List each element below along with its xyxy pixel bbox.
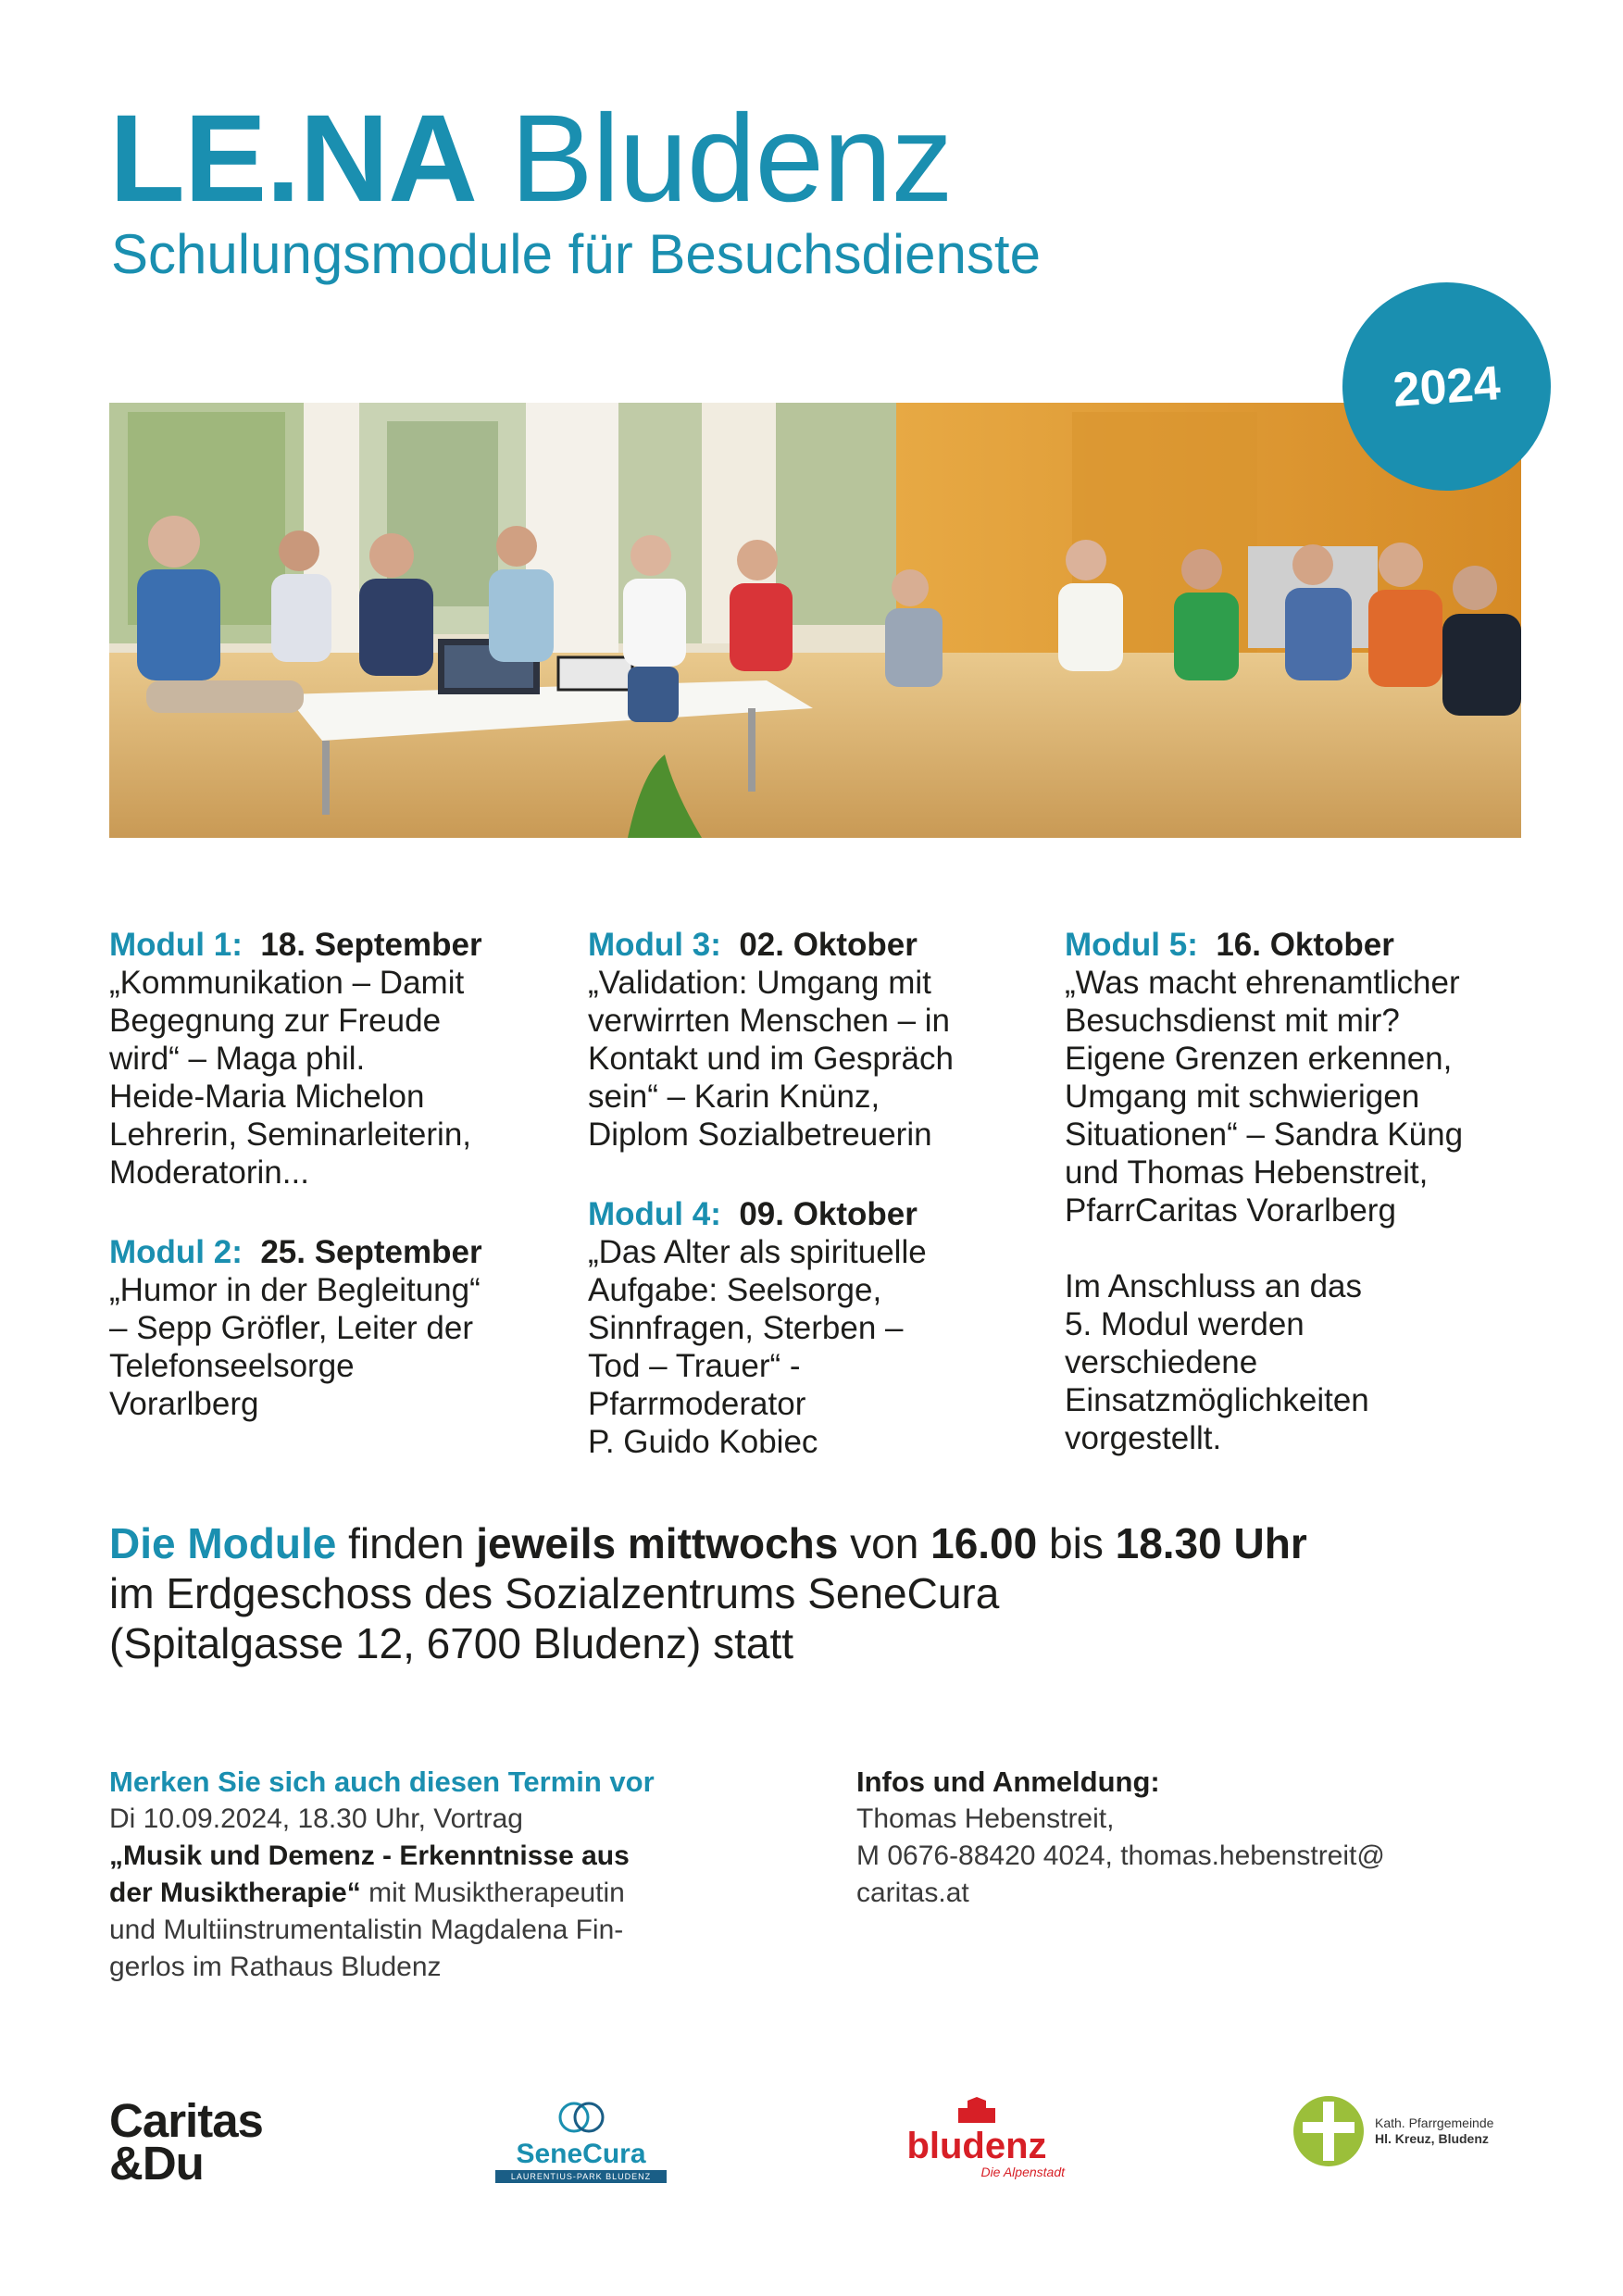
info-day: jeweils mittwochs xyxy=(476,1519,839,1567)
caritas-logo xyxy=(109,2094,263,2190)
contact-heading: Infos und Anmeldung: xyxy=(856,1766,1160,1798)
module-5-label: Modul 5: xyxy=(1065,927,1198,963)
module-3-label: Modul 3: xyxy=(588,927,721,963)
event-title-cont: der Musiktherapie“ xyxy=(109,1878,361,1908)
anschluss-line: vorgestellt. xyxy=(1065,1420,1222,1456)
module-5-line: Situationen“ – Sandra Küng xyxy=(1065,1117,1464,1153)
event-location: gerlos im Rathaus Bludenz xyxy=(109,1952,442,1982)
module-3-date: 02. Oktober xyxy=(739,927,918,963)
modules-column-3 xyxy=(1065,926,1528,1457)
contact-phone-email: M 0676-88420 4024, thomas.hebenstreit@ xyxy=(856,1841,1385,1871)
module-2-line: Vorarlberg xyxy=(109,1386,259,1422)
pfarrgemeinde-text xyxy=(1375,2115,1493,2147)
module-4-description xyxy=(588,1233,1032,1461)
contact-info xyxy=(856,1764,1523,1912)
module-3-line: sein“ – Karin Knünz, xyxy=(588,1079,880,1115)
page-title xyxy=(109,90,953,228)
module-3-heading xyxy=(588,926,1032,964)
bludenz-castle-icon xyxy=(949,2097,1005,2123)
schedule-line-3: (Spitalgasse 12, 6700 Bludenz) statt xyxy=(109,1619,794,1667)
module-1-line: Moderatorin... xyxy=(109,1154,309,1191)
contact-email-domain: caritas.at xyxy=(856,1878,969,1908)
event-reminder xyxy=(109,1764,776,1986)
module-5-date: 16. Oktober xyxy=(1216,927,1394,963)
modules-column-1 xyxy=(109,926,554,1423)
anschluss-line: Im Anschluss an das xyxy=(1065,1268,1362,1304)
senecura-logo xyxy=(495,2097,667,2183)
module-2-date: 25. September xyxy=(260,1234,482,1270)
anschluss-line: 5. Modul werden xyxy=(1065,1306,1305,1342)
schedule-line-2: im Erdgeschoss des Sozialzentrums SeneCura xyxy=(109,1569,1000,1617)
modules-column-2 xyxy=(588,926,1032,1461)
anschluss-line: Einsatzmöglichkeiten xyxy=(1065,1382,1369,1418)
cross-circle-icon xyxy=(1292,2094,1366,2168)
module-4-line: Aufgabe: Seelsorge, xyxy=(588,1272,882,1308)
module-1-line: Lehrerin, Seminarleiterin, xyxy=(109,1117,472,1153)
title-bold: LE.NA xyxy=(109,90,477,228)
module-2-line: – Sepp Gröfler, Leiter der xyxy=(109,1310,473,1346)
module-4-label: Modul 4: xyxy=(588,1196,721,1232)
module-1-heading xyxy=(109,926,554,964)
schedule-info xyxy=(109,1518,1517,1668)
caritas-logo-line: Caritas xyxy=(109,2094,263,2147)
event-speaker-cont: und Multiinstrumentalistin Magdalena Fin- xyxy=(109,1915,624,1945)
module-3-line: verwirrten Menschen – in xyxy=(588,1003,950,1039)
module-2-line: Telefonseelsorge xyxy=(109,1348,355,1384)
event-date: Di 10.09.2024, 18.30 Uhr, Vortrag xyxy=(109,1803,523,1834)
anschluss-note xyxy=(1065,1267,1528,1457)
senecura-rings-icon xyxy=(544,2097,618,2134)
title-light: Bludenz xyxy=(510,90,953,228)
module-4-heading xyxy=(588,1195,1032,1233)
info-start-time: 16.00 xyxy=(930,1519,1038,1567)
module-5-line: Besuchsdienst mit mir? xyxy=(1065,1003,1400,1039)
module-4-line: Pfarrmoderator xyxy=(588,1386,806,1422)
info-text: bis xyxy=(1037,1519,1116,1567)
module-5-line: und Thomas Hebenstreit, xyxy=(1065,1154,1429,1191)
bludenz-name: bludenz xyxy=(906,2126,1047,2166)
module-4-line: Sinnfragen, Sterben – xyxy=(588,1310,904,1346)
info-text: von xyxy=(838,1519,931,1567)
page-subtitle: Schulungsmodule für Besuchsdienste xyxy=(111,223,1041,285)
event-heading: Merken Sie sich auch diesen Termin vor xyxy=(109,1766,655,1798)
module-1-line: „Kommunikation – Damit xyxy=(109,965,465,1001)
bludenz-logo xyxy=(889,2097,1065,2179)
module-3-line: Kontakt und im Gespräch xyxy=(588,1041,954,1077)
module-5-line: Umgang mit schwierigen xyxy=(1065,1079,1420,1115)
anschluss-line: verschiedene xyxy=(1065,1344,1258,1380)
event-title: „Musik und Demenz - Erkenntnisse aus xyxy=(109,1841,630,1871)
module-2-heading xyxy=(109,1233,554,1271)
module-1-line: Begegnung zur Freude xyxy=(109,1003,442,1039)
caritas-logo-line: &Du xyxy=(109,2137,204,2190)
bludenz-tagline: Die Alpenstadt xyxy=(980,2165,1065,2179)
info-lead: Die Module xyxy=(109,1519,337,1567)
module-4-line: P. Guido Kobiec xyxy=(588,1424,818,1460)
senecura-name: SeneCura xyxy=(516,2139,646,2169)
module-1-line: Heide-Maria Michelon xyxy=(109,1079,425,1115)
module-3-description xyxy=(588,964,1032,1154)
module-5-heading xyxy=(1065,926,1528,964)
module-5-line: „Was macht ehrenamtlicher xyxy=(1065,965,1460,1001)
schedule-line-1 xyxy=(109,1518,1517,1568)
module-3-line: Diplom Sozialbetreuerin xyxy=(588,1117,932,1153)
senecura-subtitle: LAURENTIUS-PARK BLUDENZ xyxy=(495,2170,667,2183)
module-3-line: „Validation: Umgang mit xyxy=(588,965,931,1001)
event-speaker: mit Musiktherapeutin xyxy=(360,1878,625,1908)
info-text: finden xyxy=(336,1519,477,1567)
module-1-date: 18. September xyxy=(260,927,482,963)
info-end-time: 18.30 Uhr xyxy=(1115,1519,1307,1567)
module-2-description xyxy=(109,1271,554,1423)
module-2-label: Modul 2: xyxy=(109,1234,243,1270)
module-2-line: „Humor in der Begleitung“ xyxy=(109,1272,481,1308)
year-badge: 2024 xyxy=(1335,275,1557,497)
module-1-label: Modul 1: xyxy=(109,927,243,963)
module-1-description xyxy=(109,964,554,1192)
pfarrgemeinde-logo xyxy=(1292,2094,1532,2168)
module-5-line: Eigene Grenzen erkennen, xyxy=(1065,1041,1453,1077)
module-4-line: Tod – Trauer“ - xyxy=(588,1348,801,1384)
pfarre-line: Hl. Kreuz, Bludenz xyxy=(1375,2131,1489,2146)
module-4-line: „Das Alter als spirituelle xyxy=(588,1234,927,1270)
module-4-date: 09. Oktober xyxy=(739,1196,918,1232)
module-5-description xyxy=(1065,964,1528,1229)
group-meeting-photo xyxy=(109,403,1521,838)
module-1-line: wird“ – Maga phil. xyxy=(109,1041,366,1077)
module-5-line: PfarrCaritas Vorarlberg xyxy=(1065,1192,1396,1229)
contact-name: Thomas Hebenstreit, xyxy=(856,1803,1115,1834)
pfarre-line: Kath. Pfarrgemeinde xyxy=(1375,2115,1494,2130)
